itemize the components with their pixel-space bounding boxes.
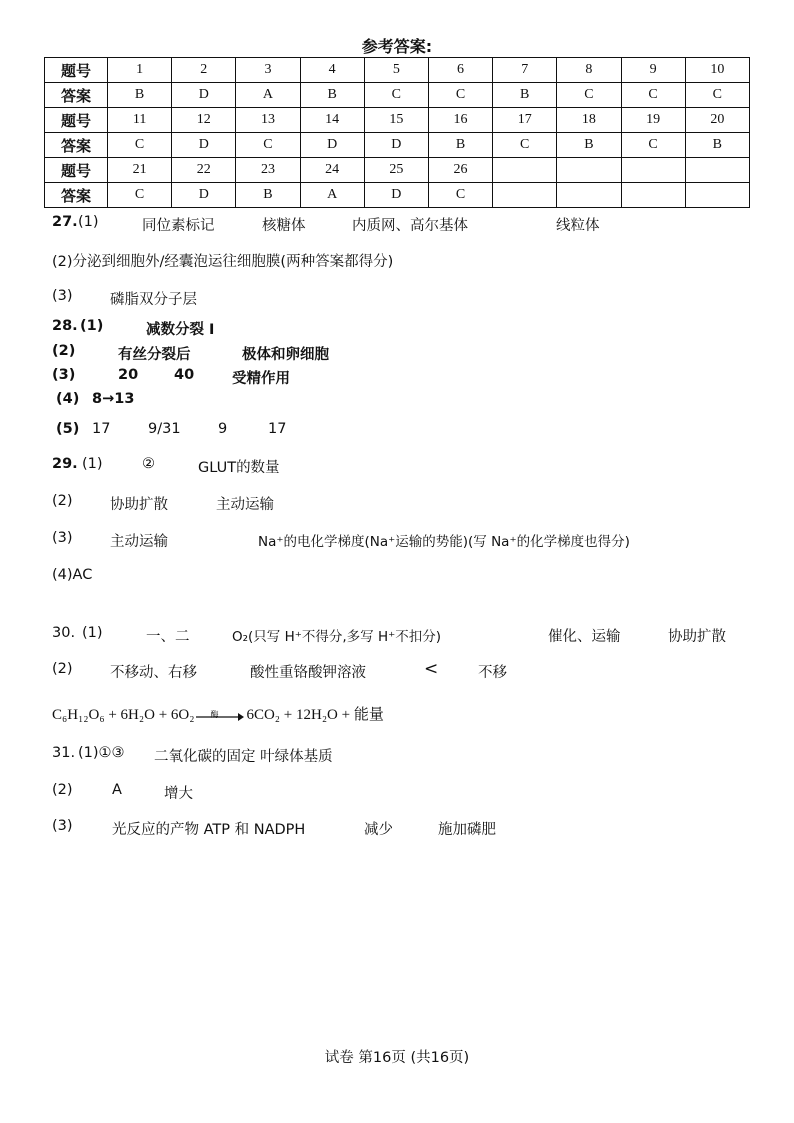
question-number-cell: 20: [685, 108, 749, 133]
question-number-cell: 10: [685, 58, 749, 83]
question-number-row: [45, 58, 750, 83]
question-number-cell: 6: [428, 58, 492, 83]
answer-cell: D: [364, 133, 428, 158]
question-number-cell: 26: [428, 158, 492, 183]
question-number-cell: 9: [621, 58, 685, 83]
respiration-equation: [52, 703, 384, 724]
answer-cell: D: [364, 183, 428, 208]
answer-table: [44, 57, 750, 208]
reaction-arrow: [196, 709, 244, 723]
q27-1-answer-c: 内质网、高尔基体: [352, 218, 468, 234]
q28-5-label: (5): [56, 421, 80, 437]
q27-1-answer-a: 同位素标记: [142, 218, 215, 234]
answer-cell: C: [493, 133, 557, 158]
q29-2-answer-b: 主动运输: [216, 497, 274, 513]
question-number-cell: 19: [621, 108, 685, 133]
q29-3-label: (3): [52, 530, 73, 546]
q31-2-label: (2): [52, 782, 73, 798]
q29-1-answer-b: GLUT的数量: [198, 460, 280, 476]
answer-cell: B: [557, 133, 621, 158]
q30-1-answer-c: 催化、运输: [548, 629, 621, 645]
question-number-cell: 1: [108, 58, 172, 83]
q30-2-answer-b: 酸性重铬酸钾溶液: [250, 665, 366, 681]
question-number-cell: 14: [300, 108, 364, 133]
q28-5-answer-d: 17: [268, 421, 287, 437]
q29-2-label: (2): [52, 493, 73, 509]
answer-row-header: 答案: [45, 133, 108, 158]
answer-cell: D: [172, 83, 236, 108]
q28-number: 28.: [52, 318, 78, 334]
q29-number: 29.: [52, 456, 78, 472]
question-number-cell: [621, 158, 685, 183]
question-number-cell: 2: [172, 58, 236, 83]
question-number-row-header: 题号: [45, 58, 108, 83]
question-number-row: [45, 108, 750, 133]
q28-5-answer-c: 9: [218, 421, 228, 437]
question-number-cell: 8: [557, 58, 621, 83]
q27-1-answer-d: 线粒体: [556, 218, 600, 234]
q31-3-label: (3): [52, 818, 73, 834]
answer-cell: C: [557, 83, 621, 108]
question-number-row-header: 题号: [45, 108, 108, 133]
question-number-row-header: 题号: [45, 158, 108, 183]
q28-1-label: (1): [80, 318, 104, 334]
answer-cell: C: [685, 83, 749, 108]
answer-cell: B: [108, 83, 172, 108]
q27-number: 27.: [52, 214, 78, 230]
question-number-cell: 17: [493, 108, 557, 133]
q29-3-answer-b: Na⁺的电化学梯度(Na⁺运输的势能)(写 Na⁺的化学梯度也得分): [258, 534, 630, 550]
answer-cell: [621, 183, 685, 208]
q31-2-answer-b: 增大: [164, 786, 193, 802]
answer-cell: [493, 183, 557, 208]
equation-right: 6CO₂ + 12H₂O + 能量: [246, 707, 384, 723]
q28-5-answer-a: 17: [92, 421, 111, 437]
question-number-cell: 3: [236, 58, 300, 83]
question-number-cell: 16: [428, 108, 492, 133]
answer-cell: B: [300, 83, 364, 108]
q30-1-label: (1): [82, 625, 103, 641]
question-number-cell: 24: [300, 158, 364, 183]
q29-1-answer-a: ②: [142, 456, 155, 472]
question-number-cell: 13: [236, 108, 300, 133]
q28-4-answer: 8→13: [92, 391, 135, 407]
q27-2-answer: (2)分泌到细胞外/经囊泡运往细胞膜(两种答案都得分): [52, 254, 394, 270]
answer-cell: C: [364, 83, 428, 108]
q31-1-label: (1)①③: [78, 745, 125, 761]
question-number-cell: 18: [557, 108, 621, 133]
answer-cell: B: [685, 133, 749, 158]
answer-cell: B: [236, 183, 300, 208]
question-number-cell: [685, 158, 749, 183]
page-footer: 试卷 第16页 (共16页): [324, 1050, 470, 1066]
question-number-cell: 21: [108, 158, 172, 183]
q30-1-answer-a: 一、二: [146, 629, 190, 645]
q31-3-answer-c: 施加磷肥: [438, 822, 496, 838]
q30-1-answer-d: 协助扩散: [668, 629, 726, 645]
answer-cell: B: [493, 83, 557, 108]
q28-3-answer-a: 20: [118, 367, 139, 383]
answer-cell: C: [428, 83, 492, 108]
q31-1-answer: 二氧化碳的固定 叶绿体基质: [154, 749, 333, 765]
q30-2-answer-a: 不移动、右移: [110, 665, 197, 681]
question-number-cell: 11: [108, 108, 172, 133]
equation-left: C₆H₁₂O₆ + 6H₂O + 6O₂: [52, 707, 195, 723]
answer-cell: [557, 183, 621, 208]
q28-2-label: (2): [52, 343, 76, 359]
answer-cell: C: [108, 183, 172, 208]
answer-key-title: 参考答案:: [361, 37, 433, 56]
answer-row: [45, 83, 750, 108]
question-number-cell: 22: [172, 158, 236, 183]
answer-row-header: 答案: [45, 83, 108, 108]
question-number-cell: 12: [172, 108, 236, 133]
answer-row-header: 答案: [45, 183, 108, 208]
q27-3-answer: 磷脂双分子层: [110, 292, 197, 308]
q30-2-answer-c: <: [424, 659, 439, 679]
answer-cell: A: [300, 183, 364, 208]
q28-3-answer-c: 受精作用: [232, 371, 290, 387]
answer-cell: D: [172, 133, 236, 158]
answer-cell: C: [621, 83, 685, 108]
question-number-cell: 5: [364, 58, 428, 83]
answer-cell: D: [300, 133, 364, 158]
q30-2-label: (2): [52, 661, 73, 677]
q30-number: 30.: [52, 625, 76, 641]
q28-5-answer-b: 9/31: [148, 421, 181, 437]
question-number-cell: 23: [236, 158, 300, 183]
answer-cell: C: [621, 133, 685, 158]
q30-1-answer-b: O₂(只写 H⁺不得分,多写 H⁺不扣分): [232, 629, 441, 645]
q29-1-label: (1): [82, 456, 103, 472]
question-number-cell: 4: [300, 58, 364, 83]
q27-3-label: (3): [52, 288, 73, 304]
question-number-cell: [557, 158, 621, 183]
q28-1-answer: 减数分裂 I: [146, 322, 215, 338]
q28-3-answer-b: 40: [174, 367, 195, 383]
q31-3-answer-b: 减少: [364, 822, 393, 838]
q30-2-answer-d: 不移: [478, 665, 507, 681]
answer-cell: C: [108, 133, 172, 158]
q27-1-answer-b: 核糖体: [262, 218, 306, 234]
q28-2-answer-b: 极体和卵细胞: [242, 347, 329, 363]
answer-row: [45, 133, 750, 158]
q29-4-answer: (4)AC: [52, 567, 93, 583]
q28-2-answer-a: 有丝分裂后: [118, 347, 191, 363]
answer-cell: B: [428, 133, 492, 158]
question-number-cell: 7: [493, 58, 557, 83]
answer-cell: C: [236, 133, 300, 158]
q31-number: 31.: [52, 745, 76, 761]
q31-2-answer-a: A: [112, 782, 122, 798]
q28-3-label: (3): [52, 367, 76, 383]
q27-1-label: (1): [78, 214, 99, 230]
arrow-icon: [196, 709, 244, 723]
question-number-cell: [493, 158, 557, 183]
q29-2-answer-a: 协助扩散: [110, 497, 168, 513]
answer-cell: A: [236, 83, 300, 108]
answer-row: [45, 183, 750, 208]
question-number-cell: 15: [364, 108, 428, 133]
enzyme-label: 酶: [210, 709, 219, 719]
question-number-cell: 25: [364, 158, 428, 183]
q29-3-answer-a: 主动运输: [110, 534, 168, 550]
q28-4-label: (4): [56, 391, 80, 407]
answer-cell: [685, 183, 749, 208]
question-number-row: [45, 158, 750, 183]
q31-3-answer-a: 光反应的产物 ATP 和 NADPH: [112, 822, 306, 838]
answer-cell: D: [172, 183, 236, 208]
answer-cell: C: [428, 183, 492, 208]
